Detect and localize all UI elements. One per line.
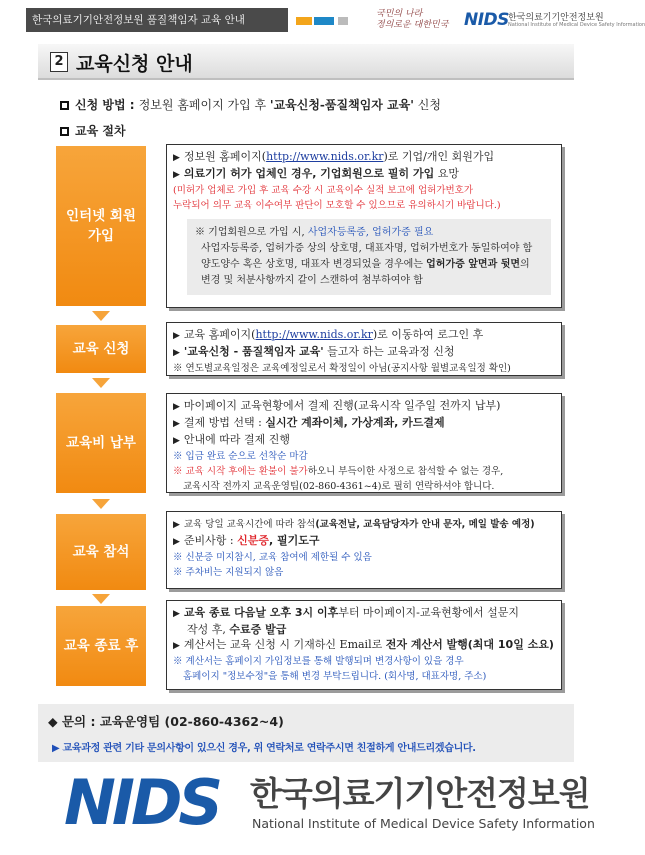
step-after: 교육 종료 후: [56, 606, 146, 686]
step-payment: 교육비 납부: [56, 393, 146, 493]
down-arrow-icon: [92, 311, 110, 321]
header-title: 한국의료기기안전정보원 품질책임자 교육 안내: [26, 8, 288, 32]
triangle-bullet-icon: ▶: [173, 419, 180, 429]
triangle-bullet-icon: ▶: [173, 153, 180, 163]
contact-note: ▶ 교육과정 관련 기타 문의사항이 있으신 경우, 위 연락처로 연락주시면 친절하게 안내드리겠습니다.: [52, 743, 476, 754]
contact-phone: ◆ 문의 : 교육운영팀 (02-860-4362~4): [48, 714, 284, 729]
apply-method: 신청 방법 : 정보원 홈페이지 가입 후 '교육신청-품질책임자 교육' 신청: [60, 96, 441, 113]
nids-logo-small-kr: 한국의료기기안전정보원: [508, 13, 604, 23]
down-arrow-icon: [92, 378, 110, 388]
section-number: 2: [50, 52, 68, 72]
triangle-bullet-icon: ▶: [173, 436, 180, 446]
nids-logo-small: NIDS: [464, 10, 509, 30]
business-note: ※ 기업회원으로 가입 시, 사업자등록증, 업허가증 필요 사업자등록증, 업허가증 상의 상호명, 대표자명, 업허가번호가 동일하여야 함 양도양수 혹은 상호명, 대표자 변경되었을 경우에는 업허가증 앞면과 뒷면의 변경 및 처분사항까지 같이 스캔하여 첨부하여야 함: [187, 219, 551, 295]
contact-box: [38, 704, 574, 762]
square-bullet-icon: [60, 101, 69, 110]
triangle-bullet-icon: ▶: [173, 402, 180, 412]
process-label: 교육 절차: [60, 122, 126, 139]
down-arrow-icon: [92, 499, 110, 509]
step-register-detail: ▶ 정보원 홈페이지(http://www.nids.or.kr)로 기업/개인 회원가입 ▶ 의료기기 허가 업체인 경우, 기업회원으로 필히 가입 요망 (미허가 업체로 가입 후 교육 수강 시 교육이수 실적 보고에 업허가번호가 누락되어 의무 교육 이수여부 판단이 모호할 수 있으므로 유의하시기 바랍니다.) ※ 기업회원으로 가입 시, 사업자등록증, 업허가증 필요 사업자등록증, 업허가증 상의 상호명, 대표자명, 업허가번호가 동일하여야 함 양도양수 혹은 상호명, 대표자 변경되었을 경우에는 업허가증 앞면과 뒷면의 변경 및 처분사항까지 같이 스캔하여 첨부하여야 함: [166, 144, 562, 308]
section-header: [38, 44, 574, 80]
header-decor-blue: [314, 17, 334, 25]
triangle-bullet-icon: ▶: [173, 641, 180, 651]
triangle-bullet-icon: ▶: [173, 170, 180, 180]
triangle-bullet-icon: ▶: [173, 520, 180, 530]
step-apply-detail: ▶ 교육 홈페이지(http://www.nids.or.kr)로 이동하여 로그인 후 ▶ '교육신청 - 품질책임자 교육' 들고자 하는 교육과정 신청 ※ 연도별교육일정은 교육예정일로서 확정일이 아님(공지사항 월별교육일정 확인): [166, 322, 562, 376]
down-arrow-icon: [92, 594, 110, 604]
step-attend-detail: ▶ 교육 당일 교육시간에 따라 참석(교육전날, 교육담당자가 안내 문자, 메일 발송 예정) ▶ 준비사항 : 신분증, 필기도구 ※ 신분증 미지참시, 교육 참여에 제한될 수 있음 ※ 주차비는 지원되지 않음: [166, 511, 562, 589]
step-register: 인터넷 회원 가입: [56, 146, 146, 306]
step-apply: 교육 신청: [56, 325, 146, 373]
triangle-bullet-icon: ▶: [173, 609, 180, 619]
top-header: [26, 8, 645, 32]
nids-homepage-link[interactable]: http://www.nids.or.kr: [266, 150, 384, 163]
step-after-detail: ▶ 교육 종료 다음날 오후 3시 이후부터 마이페이지-교육현황에서 설문지 작성 후, 수료증 발급 ▶ 계산서는 교육 신청 시 기재하신 Email로 전자 계산서 발행(최대 10일 소요) ※ 계산서는 홈페이지 가입정보를 통해 발행되며 변경사항이 있을 경우 홈페이지 "정보수정"을 통해 변경 부탁드립니다. (회사명, 대표자명, 주소): [166, 600, 562, 690]
header-decor-orange: [296, 17, 312, 25]
nids-logo-en: National Institute of Medical Device Safety Information: [252, 816, 595, 831]
nids-logo: NIDS: [64, 766, 220, 839]
square-bullet-icon: [60, 127, 69, 136]
footer-logo: [64, 766, 595, 846]
section-title: 교육신청 안내: [76, 53, 193, 75]
nids-homepage-link-2[interactable]: http://www.nids.or.kr: [255, 328, 373, 341]
step-attend: 교육 참석: [56, 514, 146, 590]
triangle-bullet-icon: ▶: [173, 537, 180, 547]
step-payment-detail: ▶ 마이페이지 교육현황에서 결제 진행(교육시작 일주일 전까지 납부) ▶ 결제 방법 선택 : 실시간 계좌이체, 가상계좌, 카드결제 ▶ 안내에 따라 결제 진행 ※ 입금 완료 순으로 선착순 마감 ※ 교육 시작 후에는 환불이 불가하오니 부득이한 사정으로 참석할 수 없는 경우, 교육시작 전까지 교육운영팀(02-860-4361~4)로 필히 연락하셔야 합니다.: [166, 393, 562, 493]
nids-logo-small-en: National Institute of Medical Device Safety Information: [508, 22, 645, 28]
slogan-logo: 국민의 나라 정의로운 대한민국: [376, 9, 449, 30]
triangle-bullet-icon: ▶: [173, 348, 180, 358]
triangle-bullet-icon: ▶: [173, 331, 180, 341]
nids-logo-kr: 한국의료기기안전정보원: [250, 774, 590, 813]
header-decor-gray: [338, 17, 348, 25]
